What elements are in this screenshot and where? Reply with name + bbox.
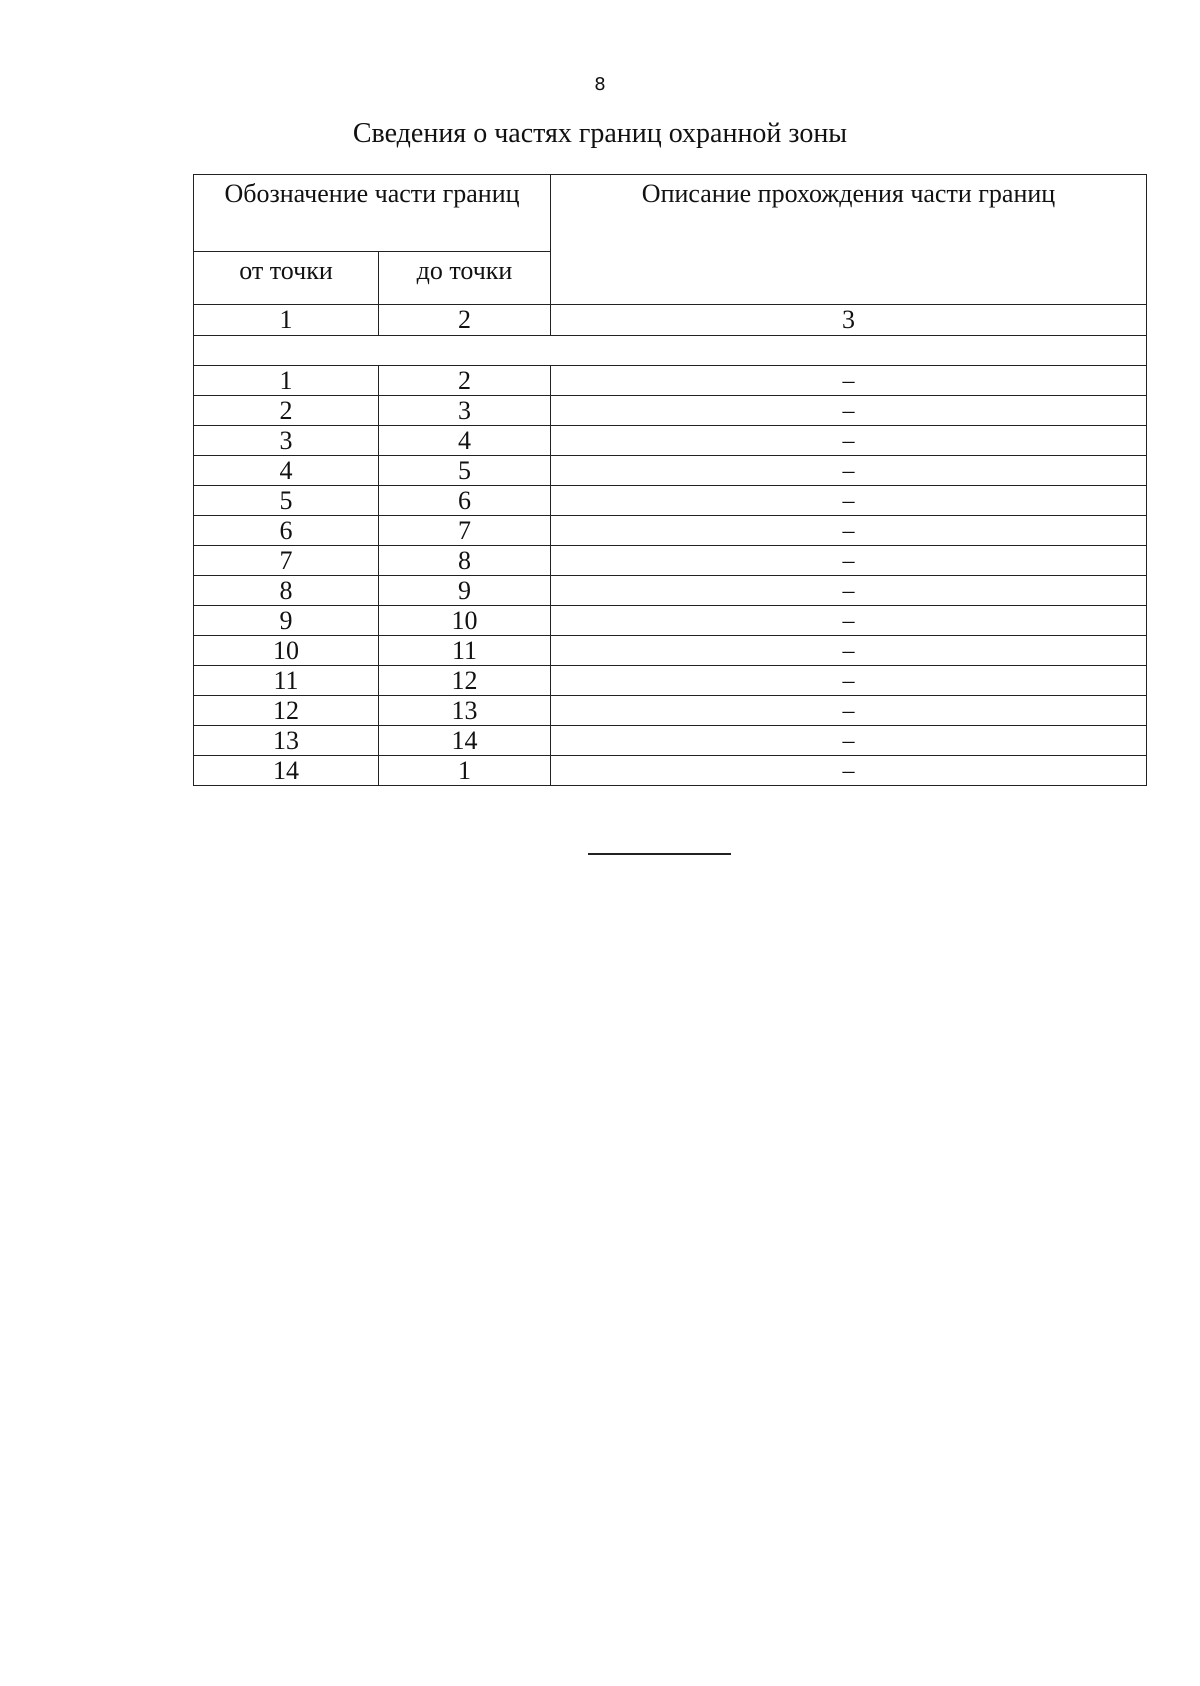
column-number: 2 xyxy=(379,305,551,336)
description-cell: – xyxy=(551,726,1147,756)
to-point-cell: 4 xyxy=(379,426,551,456)
table-row xyxy=(194,486,1147,516)
header-boundary-description: Описание прохождения части границ xyxy=(551,175,1147,305)
table-row xyxy=(194,396,1147,426)
description-cell: – xyxy=(551,426,1147,456)
from-point-cell: 12 xyxy=(194,696,379,726)
table-row xyxy=(194,576,1147,606)
from-point-cell: 14 xyxy=(194,756,379,786)
table-row xyxy=(194,516,1147,546)
description-cell: – xyxy=(551,546,1147,576)
to-point-cell: 13 xyxy=(379,696,551,726)
blank-row xyxy=(194,336,1147,366)
column-number: 3 xyxy=(551,305,1147,336)
table-row xyxy=(194,366,1147,396)
column-numbers-row xyxy=(194,305,1147,336)
from-point-cell: 4 xyxy=(194,456,379,486)
table-row xyxy=(194,726,1147,756)
from-point-cell: 10 xyxy=(194,636,379,666)
description-cell: – xyxy=(551,756,1147,786)
from-point-cell: 13 xyxy=(194,726,379,756)
from-point-cell: 5 xyxy=(194,486,379,516)
to-point-cell: 6 xyxy=(379,486,551,516)
header-boundary-designation: Обозначение части границ xyxy=(194,175,551,252)
to-point-cell: 8 xyxy=(379,546,551,576)
table-header-row xyxy=(194,175,1147,252)
to-point-cell: 12 xyxy=(379,666,551,696)
page-title: Сведения о частях границ охранной зоны xyxy=(352,118,848,149)
boundary-parts-table xyxy=(193,174,1147,786)
description-cell: – xyxy=(551,606,1147,636)
column-number: 1 xyxy=(194,305,379,336)
to-point-cell: 10 xyxy=(379,606,551,636)
to-point-cell: 9 xyxy=(379,576,551,606)
to-point-cell: 14 xyxy=(379,726,551,756)
description-cell: – xyxy=(551,516,1147,546)
end-of-document-line xyxy=(588,853,731,855)
header-to-point: до точки xyxy=(379,252,551,305)
header-from-point: от точки xyxy=(194,252,379,305)
to-point-cell: 7 xyxy=(379,516,551,546)
from-point-cell: 6 xyxy=(194,516,379,546)
table-row xyxy=(194,456,1147,486)
table-row xyxy=(194,696,1147,726)
table-row xyxy=(194,606,1147,636)
from-point-cell: 2 xyxy=(194,396,379,426)
table-row xyxy=(194,546,1147,576)
description-cell: – xyxy=(551,486,1147,516)
from-point-cell: 9 xyxy=(194,606,379,636)
description-cell: – xyxy=(551,576,1147,606)
description-cell: – xyxy=(551,666,1147,696)
from-point-cell: 3 xyxy=(194,426,379,456)
to-point-cell: 1 xyxy=(379,756,551,786)
table-row xyxy=(194,756,1147,786)
from-point-cell: 1 xyxy=(194,366,379,396)
blank-cell xyxy=(194,336,1147,366)
to-point-cell: 2 xyxy=(379,366,551,396)
to-point-cell: 11 xyxy=(379,636,551,666)
description-cell: – xyxy=(551,396,1147,426)
description-cell: – xyxy=(551,636,1147,666)
table-row xyxy=(194,666,1147,696)
description-cell: – xyxy=(551,696,1147,726)
description-cell: – xyxy=(551,366,1147,396)
description-cell: – xyxy=(551,456,1147,486)
to-point-cell: 3 xyxy=(379,396,551,426)
to-point-cell: 5 xyxy=(379,456,551,486)
table-row xyxy=(194,636,1147,666)
from-point-cell: 11 xyxy=(194,666,379,696)
from-point-cell: 7 xyxy=(194,546,379,576)
page-number: 8 xyxy=(594,74,606,95)
table-row xyxy=(194,426,1147,456)
from-point-cell: 8 xyxy=(194,576,379,606)
